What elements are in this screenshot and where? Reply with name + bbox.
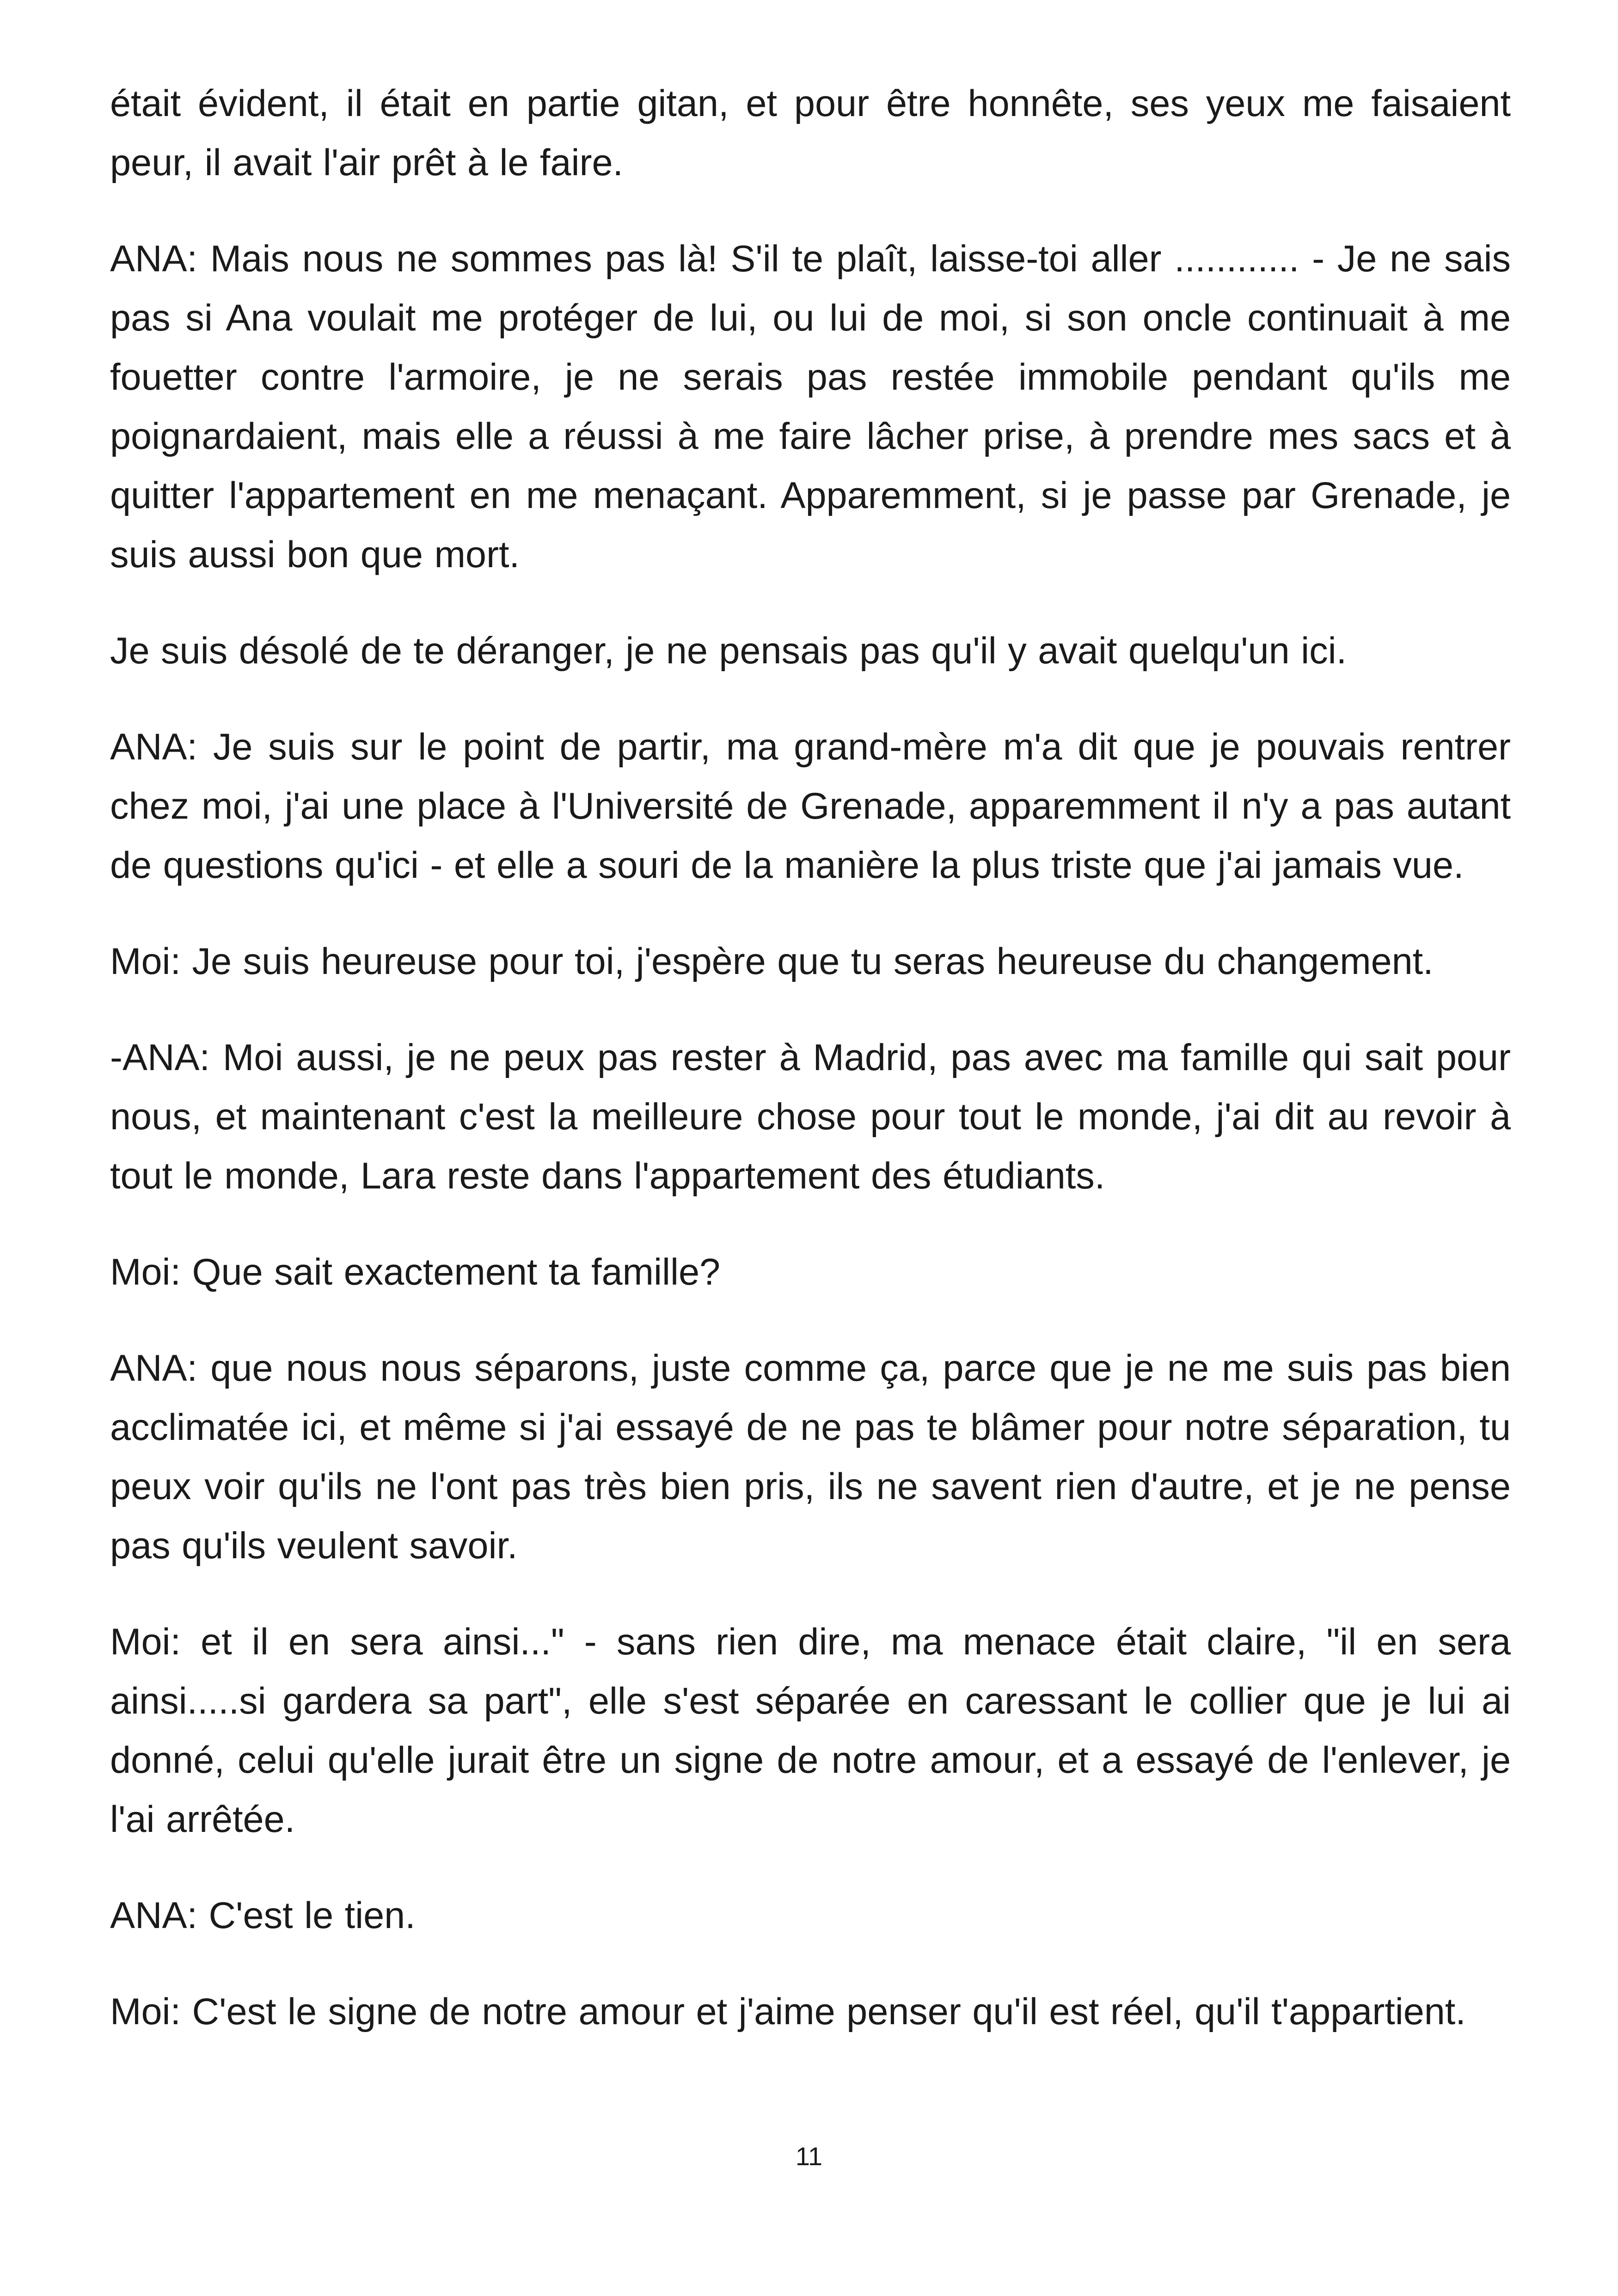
paragraph-1: était évident, il était en partie gitan, et pour être honnête, ses yeux me faisaient peur, il avait l'air prêt à le faire. [110, 83, 1511, 184]
paragraph-3: Je suis désolé de te déranger, je ne pensais pas qu'il y avait quelqu'un ici. [110, 630, 1347, 672]
page-number: 11 [795, 2142, 823, 2171]
paragraph-2: ANA: Mais nous ne sommes pas là! S'il te plaît, laisse-toi aller ............ - Je ne sais pas si Ana voulait me protéger de lui, ou lui de moi, si son oncle continuait à me fouetter contre l'armoire, je ne serais pas restée immobile pendant qu'ils me poignardaient, mais elle a réussi à me faire lâcher prise, à prendre mes sacs et à quitter l'appartement en me menaçant. Apparemment, si je passe par Grenade, je suis aussi bon que mort. [110, 238, 1511, 576]
paragraph-9: Moi: et il en sera ainsi..." - sans rien dire, ma menace était claire, "il en sera ainsi.....si gardera sa part", elle s'est séparée en caressant le collier que je lui ai donné, celui qu'elle jurait être un signe de notre amour, et a essayé de l'enlever, je l'ai arrêtée. [110, 1621, 1511, 1840]
paragraph-4: ANA: Je suis sur le point de partir, ma grand-mère m'a dit que je pouvais rentrer chez moi, j'ai une place à l'Université de Grenade, apparemment il n'y a pas autant de questions qu'ici - et elle a souri de la manière la plus triste que j'ai jamais vue. [110, 726, 1511, 886]
paragraph-11: Moi: C'est le signe de notre amour et j'aime penser qu'il est réel, qu'il t'appartient. [110, 1991, 1466, 2033]
paragraph-10: ANA: C'est le tien. [110, 1895, 416, 1936]
paragraph-6: -ANA: Moi aussi, je ne peux pas rester à Madrid, pas avec ma famille qui sait pour nous, et maintenant c'est la meilleure chose pour tout le monde, j'ai dit au revoir à tout le monde, Lara reste dans l'appartement des étudiants. [110, 1037, 1511, 1197]
body-text [110, 74, 1511, 2078]
paragraph-8: ANA: que nous nous séparons, juste comme ça, parce que je ne me suis pas bien acclimatée ici, et même si j'ai essayé de ne pas te blâmer pour notre séparation, tu peux voir qu'ils ne l'ont pas très bien pris, ils ne savent rien d'autre, et je ne pense pas qu'ils veulent savoir. [110, 1347, 1511, 1567]
paragraph-5: Moi: Je suis heureuse pour toi, j'espère que tu seras heureuse du changement. [110, 941, 1434, 982]
paragraph-7: Moi: Que sait exactement ta famille? [110, 1251, 721, 1293]
